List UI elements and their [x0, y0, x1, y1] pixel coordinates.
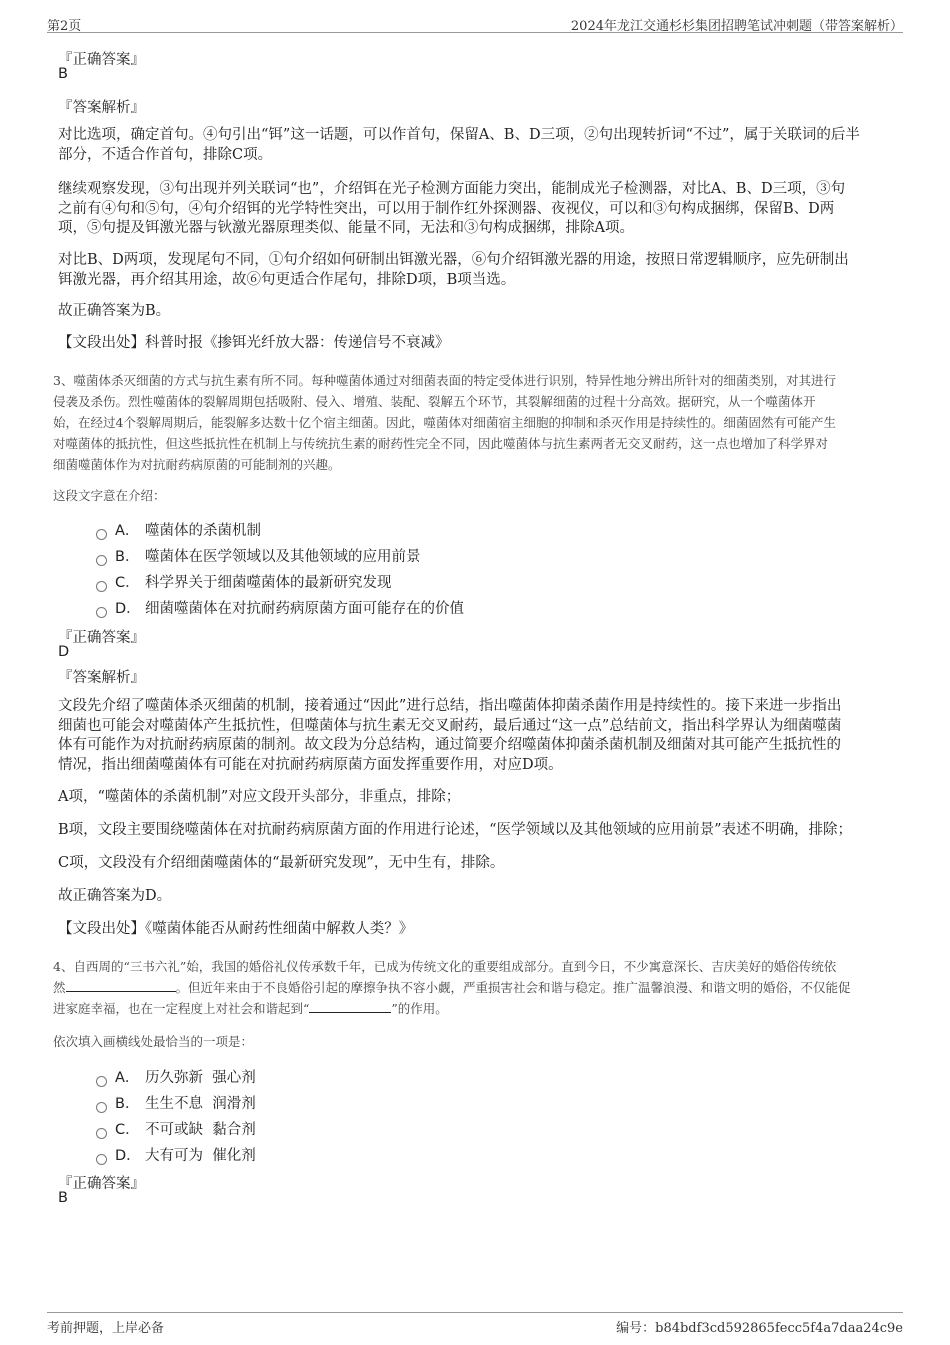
analysis-paragraph: A项，“噬菌体的杀菌机制”对应文段开头部分，非重点，排除； — [58, 789, 461, 805]
analysis-paragraph: C项，文段没有介绍细菌噬菌体的“最新研究发现”，无中生有，排除。 — [58, 855, 505, 871]
analysis-paragraph: B项，文段主要围绕噬菌体在对抗耐药病原菌方面的作用进行论述，“医学领域以及其他领域的应用前景”表述不明确，排除； — [58, 822, 852, 838]
option-b[interactable]: B． 噬菌体在医学领域以及其他领域的应用前景 — [96, 545, 421, 565]
radio-icon[interactable] — [96, 1154, 107, 1165]
radio-icon[interactable] — [96, 581, 107, 592]
option-a[interactable]: A． 噬菌体的杀菌机制 — [96, 519, 261, 539]
document-title: 2024年龙江交通杉杉集团招聘笔试冲刺题（带答案解析） — [570, 19, 903, 34]
analysis-paragraph: 继续观察发现，③句出现并列关联词“也”，介绍铒在光子检测方面能力突出，能制成光子检测器，对比A、B、D三项，③句 之前有④句和⑤句，④句介绍铒的光学特性突出，可以用于制作红外探测器、夜视仪，可以和③句构成捆绑，保留B、D两 项，⑤句提及铒激光器与钬激光器原理类似、能量不同，无法和③句构成捆绑，排除A项。 — [58, 181, 846, 236]
page-footer — [47, 1312, 903, 1335]
analysis-label: 『答案解析』 — [58, 670, 145, 686]
fill-blank-1 — [66, 979, 176, 992]
option-a[interactable]: A． 历久弥新 强心剂 — [96, 1066, 256, 1086]
footer-slogan: 考前押题，上岸必备 — [47, 1321, 165, 1336]
correct-answer-label: 『正确答案』 — [58, 52, 145, 68]
source-citation: 【文段出处】《噬菌体能否从耐药性细菌中解救人类？》 — [58, 921, 414, 937]
source-citation: 【文段出处】科普时报《掺铒光纤放大器：传递信号不衰减》 — [58, 335, 450, 351]
analysis-conclusion: 故正确答案为B。 — [58, 303, 171, 319]
option-d[interactable]: D． 细菌噬菌体在对抗耐药病原菌方面可能存在的价值 — [96, 597, 464, 617]
analysis-paragraph: 对比B、D两项，发现尾句不同，①句介绍如何研制出铒激光器，⑥句介绍铒激光器的用途，按照日常逻辑顺序，应先研制出 铒激光器，再介绍其用途，故⑥句更适合作尾句，排除D项，B项当选。 — [58, 252, 849, 288]
radio-icon[interactable] — [96, 529, 107, 540]
correct-answer-value: D — [58, 644, 70, 660]
option-d[interactable]: D． 大有可为 催化剂 — [96, 1144, 256, 1164]
question-3-prompt: 这段文字意在介绍： — [53, 488, 166, 503]
analysis-paragraph: 对比选项，确定首句。④句引出“铒”这一话题，可以作首句，保留A、B、D三项，②句出现转折词“不过”，属于关联词的后半 部分，不适合作首句，排除C项。 — [58, 127, 860, 163]
option-c[interactable]: C． 不可或缺 黏合剂 — [96, 1118, 256, 1138]
document-id: 编号：b84bdf3cd592865fecc5f4a7daa24c9e — [616, 1321, 903, 1336]
correct-answer-label: 『正确答案』 — [58, 1176, 145, 1192]
question-4-text: 4、自西周的“三书六礼”始，我国的婚俗礼仪传承数千年，已成为传统文化的重要组成部分。直到今日，不少寓意深长、吉庆美好的婚俗传统依 然 。但近年来由于不良婚俗引起的摩擦争执不容小觑，严重损害社会和谐与稳定。推广温馨浪漫、和谐文明的婚俗，不仅能促 进家庭幸福，也在一定程度上对社会和谐起到“ ”的作用。 — [53, 959, 851, 1016]
question-4-prompt: 依次填入画横线处最恰当的一项是： — [53, 1034, 254, 1049]
radio-icon[interactable] — [96, 1076, 107, 1087]
radio-icon[interactable] — [96, 607, 107, 618]
analysis-conclusion: 故正确答案为D。 — [58, 888, 172, 904]
question-3-text: 3、噬菌体杀灭细菌的方式与抗生素有所不同。每种噬菌体通过对细菌表面的特定受体进行识别，特异性地分辨出所针对的细菌类别，对其进行 侵袭及杀伤。烈性噬菌体的裂解周期包括吸附、侵入、增殖、装配、裂解五个环节，其裂解细菌的过程十分高效。据研究，从一个噬菌体开 始，在经过4个裂解周期后，能裂解多达数十亿个宿主细菌。因此，噬菌体对细菌宿主细胞的抑制和杀灭作用是持续性的。细菌固然有可能产生 对噬菌体的抵抗性，但这些抵抗性在机制上与传统抗生素的耐药性完全不同，因此噬菌体与抗生素两者无交叉耐药，这一点也增加了科学界对 细菌噬菌体作为对抗耐药病原菌的可能制剂的兴趣。 — [53, 373, 836, 472]
correct-answer-value: B — [58, 66, 68, 82]
option-b[interactable]: B． 生生不息 润滑剂 — [96, 1092, 256, 1112]
page-number: 第2页 — [47, 19, 82, 34]
page-header — [47, 12, 903, 33]
analysis-label: 『答案解析』 — [58, 100, 145, 116]
correct-answer-label: 『正确答案』 — [58, 630, 145, 646]
radio-icon[interactable] — [96, 1128, 107, 1139]
analysis-paragraph: 文段先介绍了噬菌体杀灭细菌的机制，接着通过“因此”进行总结，指出噬菌体抑菌杀菌作用是持续性的。接下来进一步指出 细菌也可能会对噬菌体产生抵抗性，但噬菌体与抗生素无交叉耐药，最后通过“这一点”总结前文，指出科学界认为细菌噬菌 体有可能作为对抗耐药病原菌的制剂。故文段为分总结构，通过简要介绍噬菌体抑菌杀菌机制及细菌对其可能产生抵抗性的 情况，指出细菌噬菌体有可能在对抗耐药病原菌方面发挥重要作用，对应D项。 — [58, 698, 842, 773]
option-c[interactable]: C． 科学界关于细菌噬菌体的最新研究发现 — [96, 571, 392, 591]
radio-icon[interactable] — [96, 555, 107, 566]
correct-answer-value: B — [58, 1190, 68, 1206]
radio-icon[interactable] — [96, 1102, 107, 1113]
fill-blank-2 — [309, 1000, 391, 1013]
